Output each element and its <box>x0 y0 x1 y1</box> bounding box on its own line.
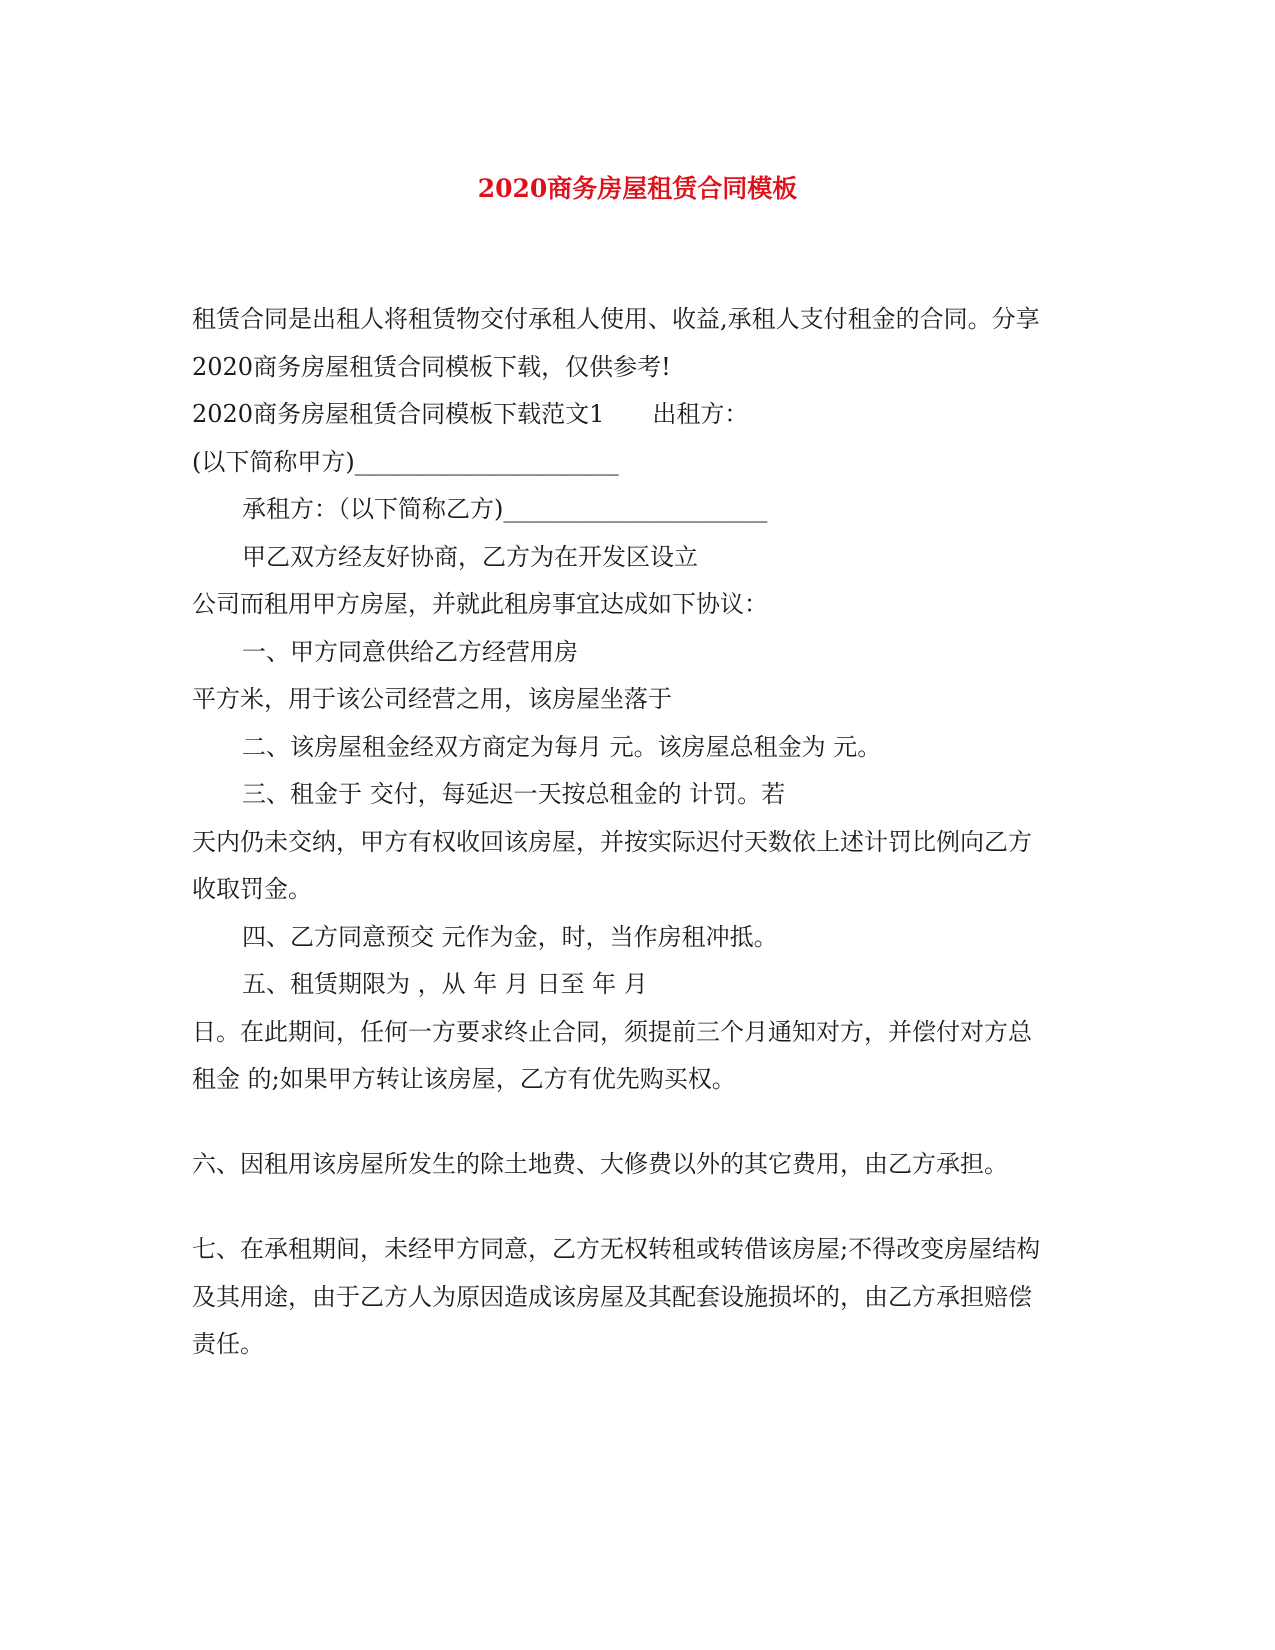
paragraph-line: 租金 的;如果甲方转让该房屋，乙方有优先购买权。 <box>192 1065 736 1093</box>
paragraph-line: 及其用途，由于乙方人为原因造成该房屋及其配套设施损坏的，由乙方承担赔偿 <box>192 1283 1032 1311</box>
document-title: 2020商务房屋租赁合同模板 <box>477 174 798 203</box>
paragraph-line: 一、甲方同意供给乙方经营用房 <box>242 638 578 666</box>
paragraph-line: 七、在承租期间，未经甲方同意，乙方无权转租或转借该房屋;不得改变房屋结构 <box>192 1235 1041 1263</box>
paragraph-line: 收取罚金。 <box>192 875 312 903</box>
paragraph-line: 甲乙双方经友好协商，乙方为在开发区设立 <box>242 543 698 571</box>
paragraph-line: 平方米，用于该公司经营之用，该房屋坐落于 <box>192 685 672 713</box>
paragraph-line: 六、因租用该房屋所发生的除土地费、大修费以外的其它费用，由乙方承担。 <box>192 1150 1008 1178</box>
paragraph-line: 2020商务房屋租赁合同模板下载，仅供参考! <box>192 353 671 381</box>
paragraph-line: 五、租赁期限为 ，从 年 月 日至 年 月 <box>242 970 648 998</box>
paragraph-line: 四、乙方同意预交 元作为金，时，当作房租冲抵。 <box>242 923 778 951</box>
paragraph-line: 租赁合同是出租人将租赁物交付承租人使用、收益,承租人支付租金的合同。分享 <box>192 305 1040 333</box>
paragraph-line: 责任。 <box>192 1330 264 1358</box>
paragraph-line: 公司而租用甲方房屋，并就此租房事宜达成如下协议： <box>192 590 768 618</box>
paragraph-line: 2020商务房屋租赁合同模板下载范文1 出租方： <box>192 400 749 428</box>
paragraph-line: 承租方：（以下简称乙方)______________________ <box>242 495 768 523</box>
paragraph-line: 日。在此期间，任何一方要求终止合同，须提前三个月通知对方，并偿付对方总 <box>192 1018 1032 1046</box>
paragraph-line: (以下简称甲方)______________________ <box>192 448 619 476</box>
paragraph-line: 天内仍未交纳，甲方有权收回该房屋，并按实际迟付天数依上述计罚比例向乙方 <box>192 828 1032 856</box>
paragraph-line: 三、租金于 交付，每延迟一天按总租金的 计罚。若 <box>242 780 786 808</box>
paragraph-line: 二、该房屋租金经双方商定为每月 元。该房屋总租金为 元。 <box>242 733 882 761</box>
